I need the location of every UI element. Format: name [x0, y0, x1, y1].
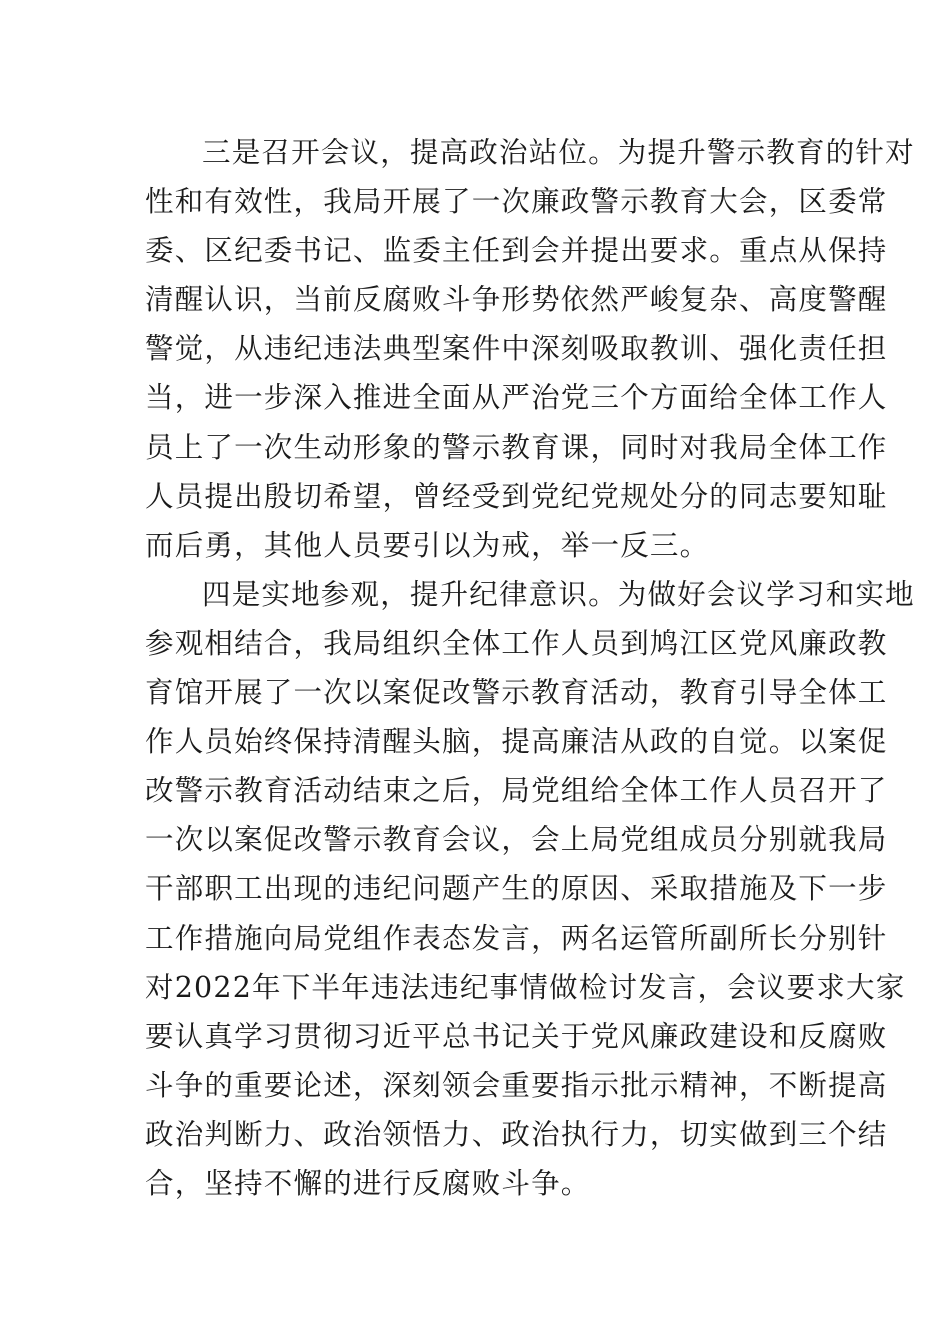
text-line: 委、区纪委书记、监委主任到会并提出要求。重点从保持	[145, 234, 888, 268]
paragraph-meeting	[145, 128, 915, 570]
text-line: 警觉，从违纪违法典型案件中深刻吸取教训、强化责任担	[145, 332, 888, 366]
text-line: 合，坚持不懈的进行反腐败斗争。	[145, 1166, 591, 1200]
text-line: 清醒认识，当前反腐败斗争形势依然严峻复杂、高度警醒	[145, 283, 888, 317]
text-line: 作人员始终保持清醒头脑，提高廉洁从政的自觉。以案促	[145, 725, 888, 759]
text-line: 对2022年下半年违法违纪事情做检讨发言，会议要求大家	[145, 970, 906, 1004]
text-line: 政治判断力、政治领悟力、政治执行力，切实做到三个结	[145, 1117, 888, 1151]
text-line: 三是召开会议，提高政治站位。为提升警示教育的针对	[202, 136, 915, 169]
text-line: 工作措施向局党组作表态发言，两名运管所副所长分别针	[145, 921, 888, 955]
text-line: 四是实地参观，提升纪律意识。为做好会议学习和实地	[202, 577, 915, 611]
text-line: 性和有效性，我局开展了一次廉政警示教育大会，区委常	[145, 185, 888, 219]
text-line: 干部职工出现的违纪问题产生的原因、采取措施及下一步	[145, 872, 888, 906]
text-line: 参观相结合，我局组织全体工作人员到鸠江区党风廉政教	[145, 626, 888, 660]
text-line: 改警示教育活动结束之后，局党组给全体工作人员召开了	[145, 774, 888, 808]
text-line: 当，进一步深入推进全面从严治党三个方面给全体工作人	[145, 381, 888, 415]
document-body	[145, 128, 915, 1208]
text-line: 员上了一次生动形象的警示教育课，同时对我局全体工作	[145, 430, 888, 464]
text-line: 一次以案促改警示教育会议，会上局党组成员分别就我局	[145, 823, 888, 857]
text-line: 人员提出殷切希望，曾经受到党纪党规处分的同志要知耻	[145, 479, 888, 513]
text-line: 要认真学习贯彻习近平总书记关于党风廉政建设和反腐败	[145, 1019, 888, 1053]
text-line: 斗争的重要论述，深刻领会重要指示批示精神，不断提高	[145, 1068, 888, 1102]
paragraph-site-visit	[145, 570, 915, 1208]
text-line: 而后勇，其他人员要引以为戒，举一反三。	[145, 528, 710, 562]
text-line: 育馆开展了一次以案促改警示教育活动，教育引导全体工	[145, 676, 888, 710]
